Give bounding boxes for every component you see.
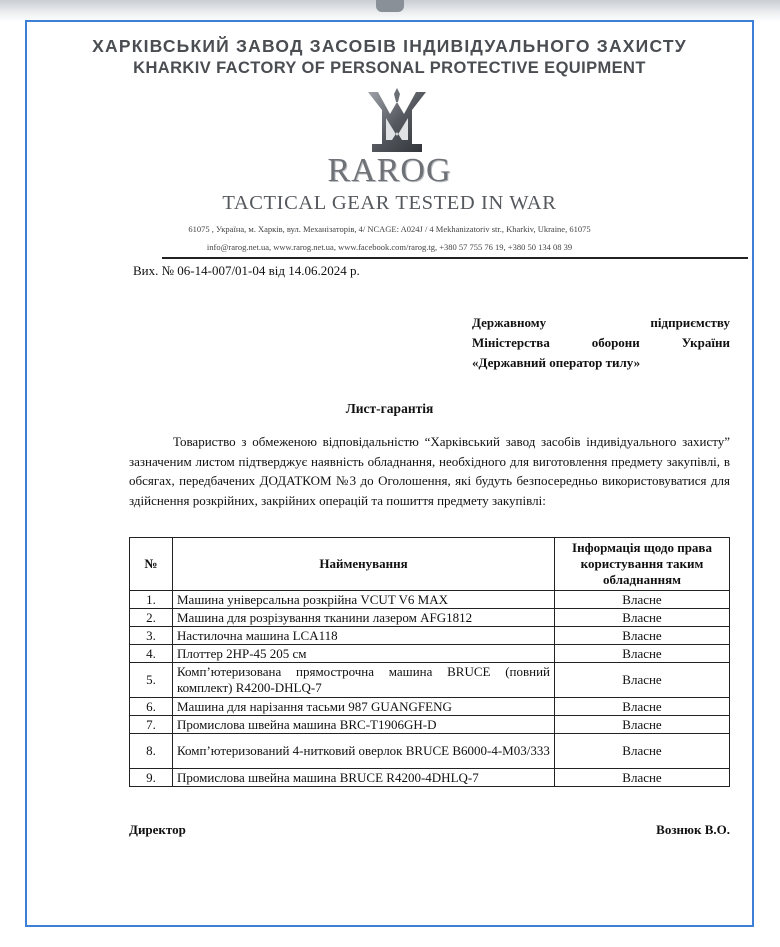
brand-name: RAROG xyxy=(327,152,452,189)
table-row xyxy=(130,627,730,645)
equipment-name: Комп’ютеризований 4-нитковий оверлок BRUCE B6000-4-M03/333 xyxy=(173,734,555,769)
header-no: № xyxy=(130,538,173,591)
recipient-word: Державному xyxy=(472,315,547,330)
usage-right: Власне xyxy=(555,663,730,698)
equipment-name: Машина для розрізування тканини лазером AFG1812 xyxy=(173,609,555,627)
recipient-block xyxy=(472,313,730,373)
header-right: Інформація щодо права користування таким обладнанням xyxy=(555,538,730,591)
row-number: 9. xyxy=(130,769,173,787)
brand-slogan: TACTICAL GEAR TESTED IN WAR xyxy=(222,192,557,214)
table-row xyxy=(130,609,730,627)
usage-right: Власне xyxy=(555,698,730,716)
equipment-name: Плоттер 2HP-45 205 см xyxy=(173,645,555,663)
table-row xyxy=(130,716,730,734)
company-name-en: KHARKIV FACTORY OF PERSONAL PROTECTIVE EQUIPMENT xyxy=(133,59,646,77)
recipient-word: України xyxy=(681,335,730,350)
row-number: 4. xyxy=(130,645,173,663)
equipment-name: Машина для нарізання тасьми 987 GUANGFENG xyxy=(173,698,555,716)
table-row xyxy=(130,769,730,787)
row-number: 3. xyxy=(130,627,173,645)
row-number: 8. xyxy=(130,734,173,769)
usage-right: Власне xyxy=(555,609,730,627)
table-row xyxy=(130,645,730,663)
letterhead-divider xyxy=(162,257,748,259)
usage-right: Власне xyxy=(555,627,730,645)
outgoing-number: Вих. № 06-14-007/01-04 від 14.06.2024 р. xyxy=(133,263,360,278)
signatory-name: Вознюк В.О. xyxy=(656,822,730,837)
company-address: 61075 , Україна, м. Харків, вул. Механізаторів, 4/ NCAGE: A024J / 4 Mekhanizatoriv str., Kharkiv, Ukraine, 61075 xyxy=(188,224,591,234)
usage-right: Власне xyxy=(555,716,730,734)
letter-title: Лист-гарантія xyxy=(345,401,434,416)
table-row xyxy=(130,591,730,609)
usage-right: Власне xyxy=(555,591,730,609)
usage-right: Власне xyxy=(555,734,730,769)
row-number: 5. xyxy=(130,663,173,698)
equipment-name: Промислова швейна машина BRUCE R4200-4DHLQ-7 xyxy=(173,769,555,787)
recipient-word: оборони xyxy=(591,335,640,350)
table-header-row xyxy=(130,538,730,591)
signatory-position: Директор xyxy=(129,822,186,837)
equipment-name: Настилочна машина LCA118 xyxy=(173,627,555,645)
scroll-handle[interactable] xyxy=(376,0,404,12)
row-number: 1. xyxy=(130,591,173,609)
table-row xyxy=(130,734,730,769)
recipient-line-1 xyxy=(472,313,730,333)
company-name-ua: ХАРКІВСЬКИЙ ЗАВОД ЗАСОБІВ ІНДИВІДУАЛЬНОГО ЗАХИСТУ xyxy=(92,36,687,56)
table-row xyxy=(130,698,730,716)
usage-right: Власне xyxy=(555,769,730,787)
recipient-line-2 xyxy=(472,333,730,353)
usage-right: Власне xyxy=(555,645,730,663)
row-number: 6. xyxy=(130,698,173,716)
table-row xyxy=(130,663,730,698)
row-number: 2. xyxy=(130,609,173,627)
letter-body: Товариство з обмеженою відповідальністю “Харківський завод засобів індивідуального захисту” зазначеним листом підтверджує наявність обладнання, необхідного для виготовлення предмету закупівлі, в обсягах, передбачених ДОДАТКОМ №3 до Оголошення, які будуть безпосередньо використовуватися для здійснення розкрійних, закрійних операцій та пошиття предмету закупівлі: xyxy=(129,434,730,508)
recipient-word: Міністерства xyxy=(472,335,550,350)
equipment-name: Промислова швейна машина BRC-T1906GH-D xyxy=(173,716,555,734)
company-contacts: info@rarog.net.ua, www.rarog.net.ua, www.facebook.com/rarog.tg, +380 57 755 76 19, +380 50 134 08 39 xyxy=(206,242,573,252)
equipment-name: Машина універсальна розкрійна VCUT V6 MAX xyxy=(173,591,555,609)
equipment-name: Комп’ютеризована прямострочна машина BRUCE (повний комплект) R4200-DHLQ-7 xyxy=(173,663,555,698)
trident-emblem-icon xyxy=(362,88,432,160)
header-name: Найменування xyxy=(173,538,555,591)
row-number: 7. xyxy=(130,716,173,734)
recipient-line-3: «Державний оператор тилу» xyxy=(472,355,641,370)
recipient-word: підприємству xyxy=(650,315,730,330)
equipment-table xyxy=(129,537,730,787)
